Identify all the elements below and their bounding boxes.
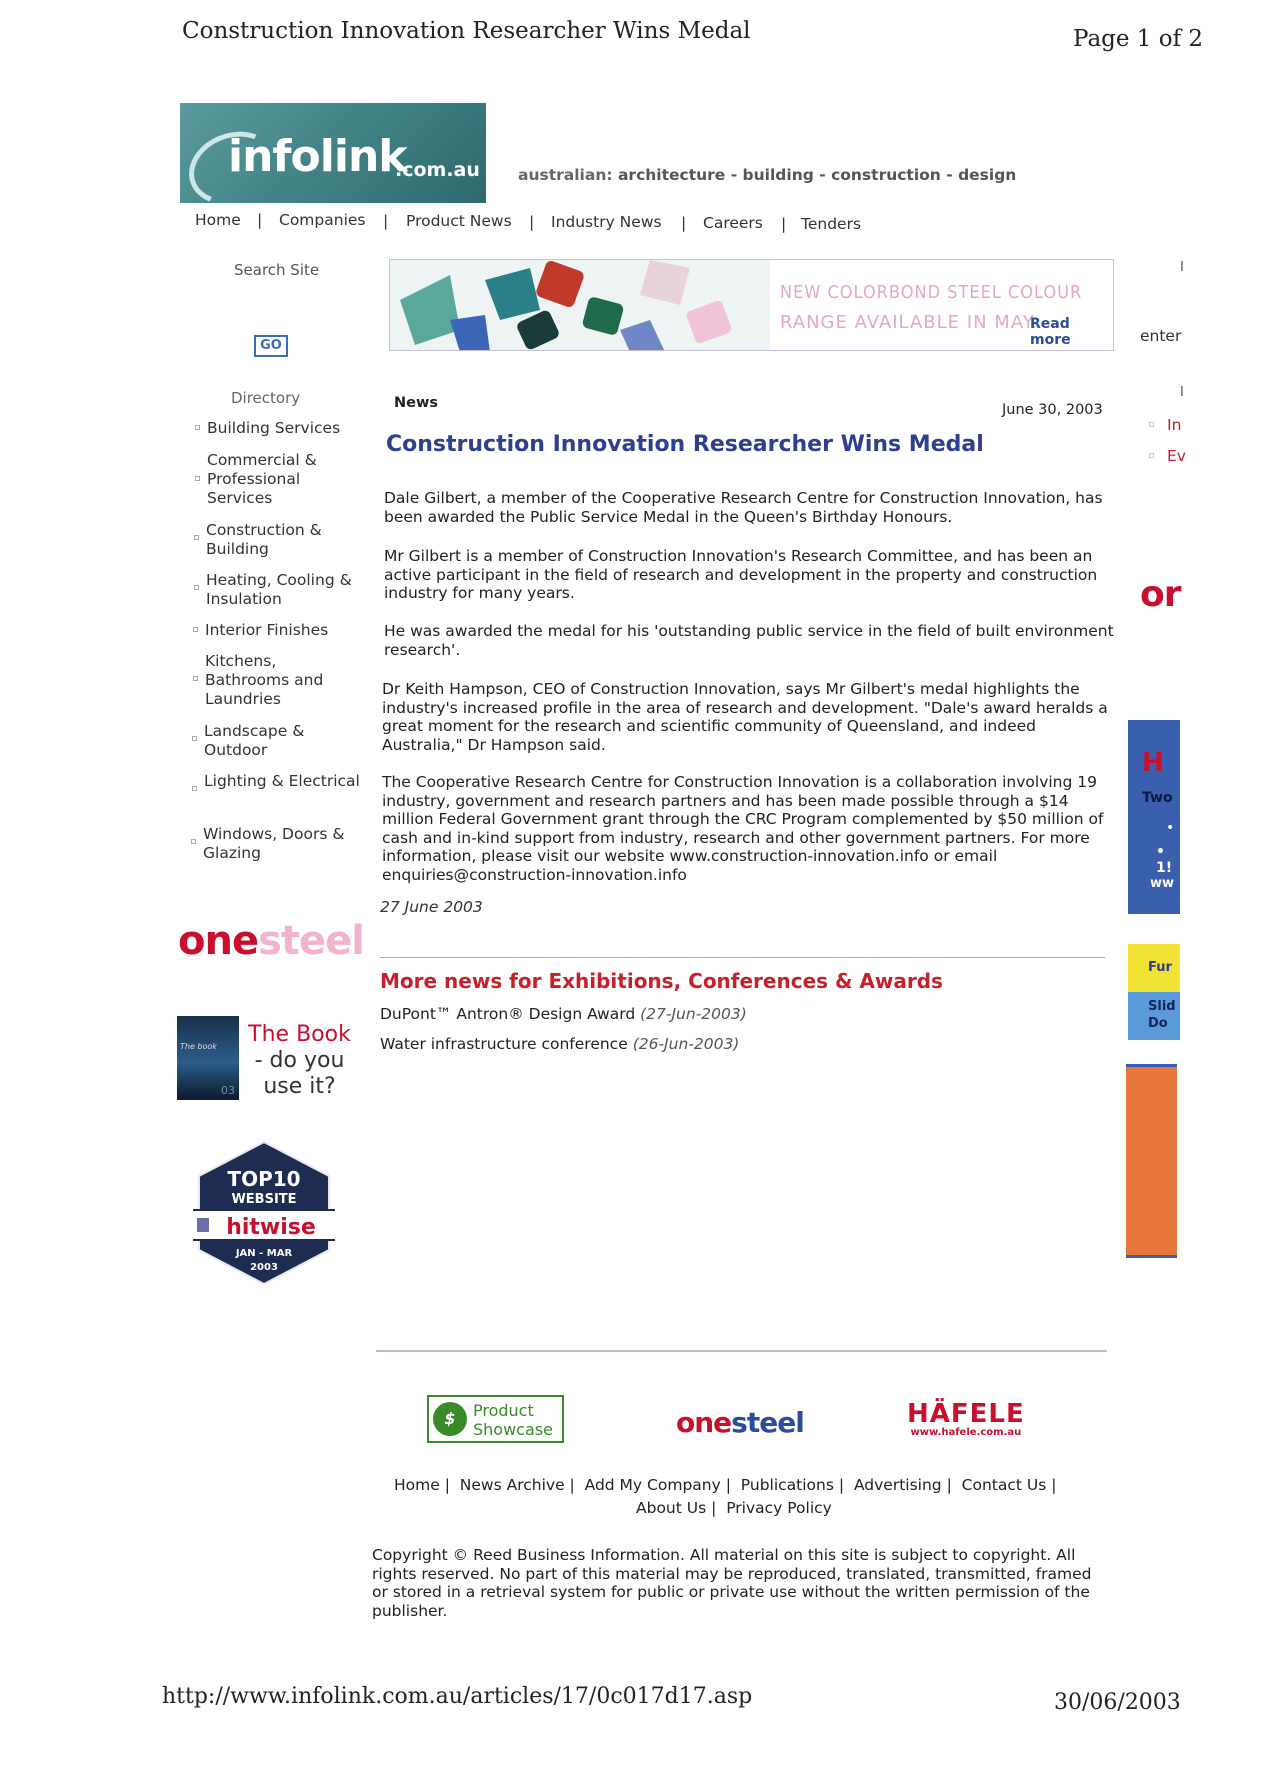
bullet-icon — [193, 676, 198, 681]
directory-item-kitchens-bathrooms[interactable] — [205, 652, 335, 709]
nav-companies[interactable]: Companies — [279, 211, 366, 229]
right-column-fragment: I — [1180, 260, 1184, 275]
right-blue-ad-two: Two — [1142, 790, 1173, 806]
right-blue-ad-bullet: • — [1166, 820, 1175, 836]
right-list-item-label: Ev — [1167, 447, 1186, 465]
product-showcase-text — [473, 1401, 553, 1439]
more-news-date: (26-Jun-2003) — [632, 1035, 740, 1053]
badge-year: 2003 — [250, 1262, 278, 1273]
onesteel-footer-logo[interactable] — [676, 1406, 804, 1439]
infolink-logo[interactable] — [180, 103, 486, 203]
article-paragraph: Mr Gilbert is a member of Construction Innovation's Research Committee, and has been an active participant in the field of research and development in the property and construction industry for many years. — [384, 547, 1098, 602]
nav-separator: | — [383, 212, 389, 230]
bullet-icon — [194, 585, 199, 590]
book-ad-line2: - do you — [254, 1048, 345, 1073]
bullet-icon — [193, 627, 198, 632]
bullet-icon — [192, 736, 197, 741]
bullet-icon — [191, 839, 196, 844]
more-news-item[interactable] — [380, 1035, 739, 1053]
footer-link-about-us[interactable]: About Us — [636, 1499, 707, 1517]
right-ad-fragment[interactable]: or — [1140, 574, 1181, 615]
article-date: June 30, 2003 — [1002, 402, 1103, 418]
directory-item-building-services[interactable] — [207, 419, 357, 438]
directory-item-label: Kitchens, Bathrooms and Laundries — [205, 652, 324, 708]
directory-item-lighting-electrical[interactable] — [204, 772, 364, 791]
right-yellow-ad[interactable] — [1128, 944, 1180, 992]
directory-item-label: Commercial & Professional Services — [207, 451, 317, 507]
more-news-date: (27-Jun-2003) — [640, 1005, 747, 1023]
hafele-name: HÄFELE — [907, 1399, 1025, 1429]
article-paragraph: Dale Gilbert, a member of the Cooperative Research Centre for Construction Innovation, has been awarded the Public Service Medal in the Queen's Birthday Honours. — [384, 489, 1103, 526]
right-enter-text: enter — [1140, 327, 1182, 345]
section-label: News — [394, 395, 438, 411]
print-page-number: Page 1 of 2 — [1073, 26, 1204, 52]
right-lightblue-ad[interactable] — [1128, 992, 1180, 1040]
product-showcase-line2: Showcase — [473, 1420, 553, 1439]
nav-separator: | — [529, 213, 535, 231]
bullet-icon — [1149, 422, 1154, 427]
footer-link-privacy-policy[interactable]: Privacy Policy — [726, 1499, 832, 1517]
article-dateline: 27 June 2003 — [380, 898, 483, 916]
directory-item-label: Landscape & Outdoor — [204, 722, 305, 759]
tagline-prefix: australian: — [518, 166, 613, 184]
book-cover-number: 03 — [221, 1084, 235, 1097]
print-page-title: Construction Innovation Researcher Wins Medal — [182, 18, 751, 44]
right-blue-ad[interactable] — [1128, 720, 1180, 914]
hitwise-top10-badge[interactable] — [193, 1138, 335, 1288]
onesteel-footer-steel: steel — [731, 1406, 804, 1439]
copyright-notice: Copyright © Reed Business Information. All material on this site is subject to copyright. All rights reserved. No part of this material may be reproduced, translated, transmitted, framed or stored in a retrieval system for public or private use without the written permission of the publisher. — [372, 1546, 1092, 1620]
footer-link-news-archive[interactable]: News Archive — [459, 1476, 565, 1494]
the-book-cover-image[interactable] — [177, 1016, 239, 1100]
bullet-icon — [192, 786, 197, 791]
article-paragraph: He was awarded the medal for his 'outstanding public service in the field of built environment research'. — [384, 622, 1114, 659]
right-blue-ad-url: ww — [1150, 876, 1175, 891]
search-site-label: Search Site — [234, 261, 320, 279]
search-go-button[interactable]: GO — [254, 335, 288, 357]
product-showcase-line1: Product — [473, 1401, 534, 1420]
directory-item-label: Interior Finishes — [205, 621, 329, 639]
article-headline: Construction Innovation Researcher Wins Medal — [386, 432, 984, 457]
right-lightblue-ad-text — [1148, 998, 1176, 1032]
directory-item-label: Construction & Building — [206, 521, 322, 558]
article-paragraph: Dr Keith Hampson, CEO of Construction Innovation, says Mr Gilbert's medal highlights the industry's increased profile in the area of research and development. "Dale's award heralds a great moment for the research and scientific community of Queensland, and indeed Australia," Dr Hampson said. — [382, 680, 1108, 754]
book-ad-line1: The Book — [248, 1022, 351, 1047]
directory-item-heating-cooling[interactable] — [206, 571, 356, 609]
more-news-title[interactable]: Water infrastructure conference — [380, 1035, 628, 1053]
site-tagline — [518, 166, 1016, 184]
nav-industry-news[interactable]: Industry News — [551, 213, 662, 231]
directory-item-landscape-outdoor[interactable] — [204, 722, 324, 760]
bullet-icon — [195, 425, 200, 430]
divider — [380, 957, 1105, 958]
logo-tld: .com.au — [395, 159, 480, 181]
footer-link-contact-us[interactable]: Contact Us — [961, 1476, 1047, 1494]
hafele-logo[interactable] — [907, 1401, 1025, 1438]
banner-line2: RANGE AVAILABLE IN MAY. — [780, 312, 1038, 333]
top-navigation — [195, 211, 915, 237]
product-showcase-logo[interactable] — [427, 1395, 564, 1443]
footer-link-publications[interactable]: Publications — [740, 1476, 834, 1494]
tagline-text: architecture - building - construction - design — [617, 166, 1017, 184]
onesteel-one: one — [178, 918, 259, 964]
nav-home[interactable]: Home — [195, 211, 241, 229]
footer-nav-row1: Home | News Archive | Add My Company | Publications | Advertising | Contact Us | — [394, 1476, 1057, 1494]
book-cover-title: The book — [180, 1042, 217, 1051]
onesteel-ad[interactable] — [178, 918, 364, 964]
print-url: http://www.infolink.com.au/articles/17/0c017d17.asp — [162, 1684, 753, 1709]
nav-separator: | — [781, 215, 787, 233]
footer-nav-row2: About Us | Privacy Policy — [636, 1499, 832, 1517]
print-date: 30/06/2003 — [1054, 1690, 1181, 1715]
nav-separator: | — [257, 211, 263, 229]
book-ad-line3: use it? — [263, 1074, 336, 1099]
footer-link-add-company[interactable]: Add My Company — [584, 1476, 721, 1494]
right-column-fragment: I — [1180, 385, 1184, 400]
right-lightblue-line1: Slid — [1148, 999, 1176, 1014]
the-book-ad-text[interactable] — [242, 1022, 357, 1100]
directory-item-label: Building Services — [207, 419, 341, 437]
more-news-title[interactable]: DuPont™ Antron® Design Award — [380, 1005, 636, 1023]
onesteel-footer-one: one — [676, 1406, 732, 1439]
colorbond-banner-ad[interactable] — [389, 259, 1114, 351]
logo-word: infolink — [228, 131, 407, 182]
bullet-icon — [1149, 453, 1154, 458]
directory-item-interior-finishes[interactable] — [205, 621, 355, 640]
right-list-item[interactable] — [1167, 447, 1186, 465]
more-news-heading: More news for Exhibitions, Conferences & Awards — [380, 969, 943, 993]
badge-grid-icon — [197, 1218, 209, 1232]
bullet-icon — [194, 535, 199, 540]
article-paragraph: The Cooperative Research Centre for Construction Innovation is a collaboration involving 19 industry, government and research partners and has been made possible through a $14 million Federal Government grant through the CRC Program complemented by $50 million of cash and in-kind support from industry, research and other government partners. For more information, please visit our website www.construction-innovation.info or email enquiries@construction-innovation.info — [382, 773, 1104, 884]
banner-artwork — [390, 260, 770, 351]
nav-careers[interactable]: Careers — [703, 214, 763, 232]
nav-product-news[interactable]: Product News — [406, 212, 512, 230]
directory-item-label: Windows, Doors & Glazing — [203, 825, 345, 862]
more-news-item[interactable] — [380, 1005, 747, 1023]
directory-item-label: Lighting & Electrical — [204, 772, 360, 790]
banner-read-more-link[interactable]: Read more — [1030, 316, 1071, 348]
badge-line2: WEBSITE — [231, 1192, 297, 1207]
bullet-icon — [195, 476, 200, 481]
badge-line1: TOP10 — [227, 1167, 301, 1191]
nav-tenders[interactable]: Tenders — [801, 215, 862, 233]
badge-brand: hitwise — [226, 1215, 316, 1240]
directory-item-commercial-professional[interactable] — [207, 451, 327, 508]
badge-period: JAN - MAR — [235, 1248, 293, 1259]
right-yellow-ad-text: Fur — [1148, 960, 1172, 975]
directory-item-label: Heating, Cooling & Insulation — [206, 571, 352, 608]
right-list-item-label: In — [1167, 416, 1182, 434]
footer-link-advertising[interactable]: Advertising — [853, 1476, 942, 1494]
right-lightblue-line2: Do — [1148, 1016, 1168, 1031]
banner-line1: NEW COLORBOND STEEL COLOUR — [780, 282, 1083, 303]
right-list-item[interactable] — [1167, 416, 1181, 434]
right-orange-ad[interactable] — [1126, 1064, 1177, 1258]
directory-heading: Directory — [231, 389, 301, 407]
directory-item-construction-building[interactable] — [206, 521, 326, 559]
right-blue-ad-letter: H — [1142, 748, 1164, 778]
product-showcase-icon: $ — [433, 1402, 467, 1436]
hafele-url: www.hafele.com.au — [910, 1427, 1022, 1438]
footer-divider — [376, 1350, 1107, 1352]
directory-item-windows-doors[interactable] — [203, 825, 353, 863]
onesteel-steel: steel — [258, 918, 364, 964]
footer-link-home[interactable]: Home — [394, 1476, 440, 1494]
nav-separator: | — [681, 214, 687, 232]
right-blue-ad-bullet: • 1! — [1156, 844, 1173, 876]
